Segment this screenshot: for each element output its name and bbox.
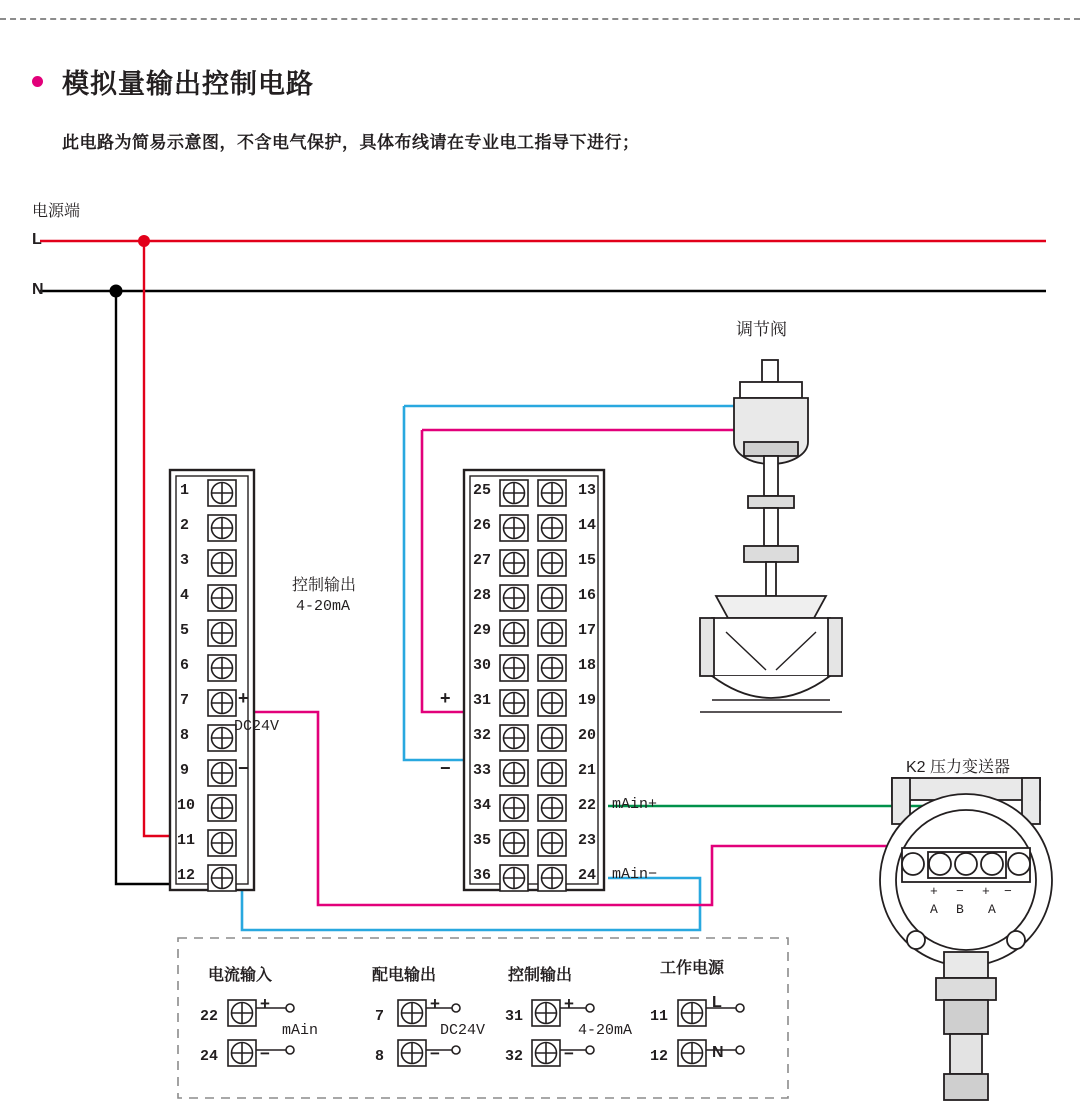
circuit-diagram: 模拟量输出控制电路 此电路为简易示意图，不含电气保护，具体布线请在专业电工指导下进行； 电源端 L N 调节阀 K2 压力变送器 1 2 3 4 5 6 7 8 9 10 11 12 25 26 27 28 29 30 31 32 33 34 35 36 13 14 15 16 17 18 19 20 21 22 23 24 控制输出 4-20mA + DC24V − + − mAin+ mAin− + − + − A B A 电流输入 22 24 + − mAin 配电输出 7 8 + − DC24V 控制输出 31 32 + − 4-20mA 工作电源 11 12 L N <box>0 0 1080 1114</box>
legend-sign-2-plus: + <box>564 994 574 1013</box>
neutral-label: N <box>32 281 44 298</box>
legend-side-label-0: mAin <box>282 1022 319 1039</box>
power-source-label: 电源端 <box>32 203 81 220</box>
legend-terminal-11: 11 <box>650 1008 669 1025</box>
page-title: 模拟量输出控制电路 <box>62 69 314 99</box>
page-subtitle: 此电路为简易示意图，不含电气保护，具体布线请在专业电工指导下进行； <box>62 133 640 152</box>
control-output-minus-sign: − <box>440 758 451 778</box>
control-output-title: 控制输出 <box>292 577 357 594</box>
valve-label: 调节阀 <box>736 320 787 339</box>
legend-terminal-32: 32 <box>505 1048 524 1065</box>
legend-terminal-24: 24 <box>200 1048 219 1065</box>
legend-terminal-7: 7 <box>375 1008 385 1025</box>
live-label: L <box>32 231 42 248</box>
dc24v-minus-sign: − <box>238 758 249 778</box>
legend-group-title-0: 电流输入 <box>208 967 273 984</box>
dc24v-label: DC24V <box>234 718 280 735</box>
legend-side-label-2: 4-20mA <box>578 1022 633 1039</box>
legend-side-label-1: DC24V <box>440 1022 486 1039</box>
main-minus-label: mAin− <box>612 866 658 883</box>
legend-sign-0-plus: + <box>260 994 270 1013</box>
legend-terminal-22: 22 <box>200 1008 219 1025</box>
legend-group-title-3: 工作电源 <box>660 960 725 977</box>
dc24v-plus-sign: + <box>238 688 249 708</box>
legend-group-title-2: 控制输出 <box>508 967 573 984</box>
control-output-range: 4-20mA <box>296 598 351 615</box>
legend-sign-1-minus: − <box>430 1044 440 1063</box>
legend-terminal-8: 8 <box>375 1048 385 1065</box>
legend-group-title-1: 配电输出 <box>372 967 437 984</box>
legend-sign-1-plus: + <box>430 994 440 1013</box>
legend-terminal-12: 12 <box>650 1048 669 1065</box>
legend-sign-3-l: L <box>712 994 722 1011</box>
legend-terminal-31: 31 <box>505 1008 524 1025</box>
main-plus-label: mAin+ <box>612 796 658 813</box>
legend-sign-0-minus: − <box>260 1044 270 1063</box>
legend-sign-3-n: N <box>712 1044 724 1061</box>
transmitter-label: K2 压力变送器 <box>906 759 1011 776</box>
legend-sign-2-minus: − <box>564 1044 574 1063</box>
control-output-plus-sign: + <box>440 688 451 708</box>
